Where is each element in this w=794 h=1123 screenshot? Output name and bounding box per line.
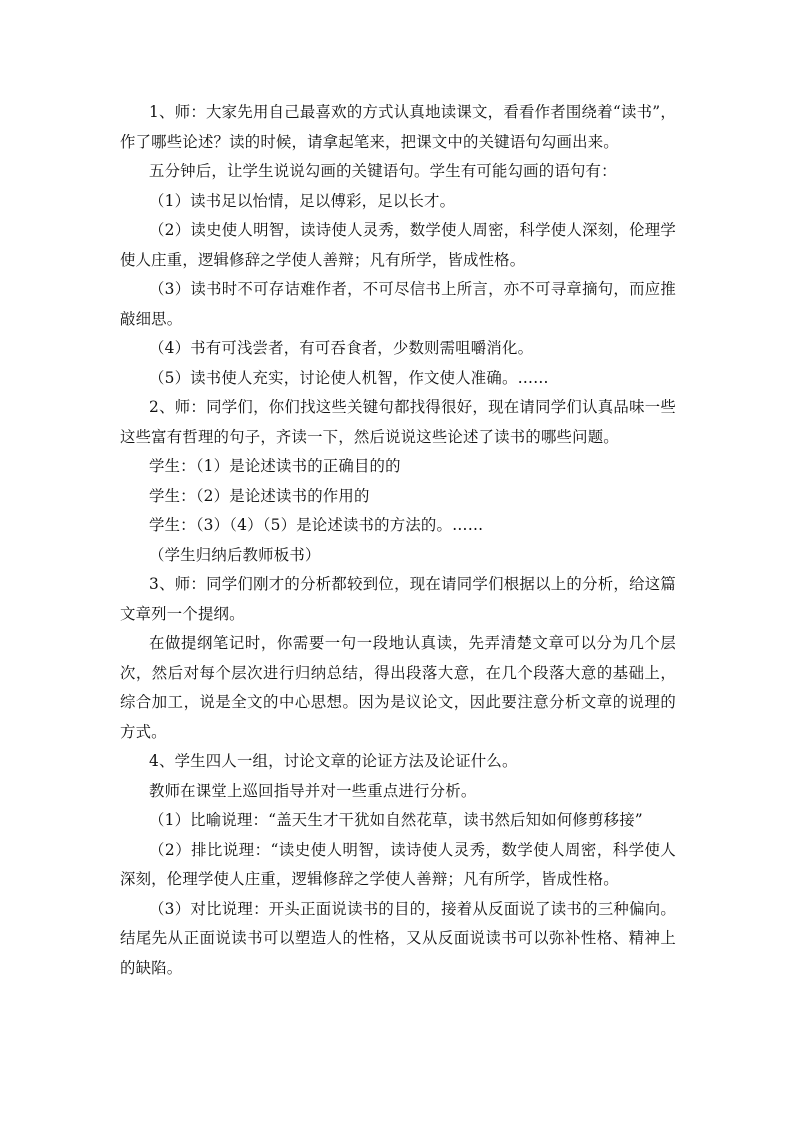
paragraph-12: （学生归纳后教师板书）: [149, 545, 321, 564]
paragraph-3: （1）读书足以怡情，足以傅彩，足以长才。: [149, 191, 456, 210]
paragraph-17: （1）比喻说理：“盖天生才干犹如自然花草，读书然后知如何修剪移接”: [149, 811, 643, 829]
paragraph-8: 2、师：同学们，你们找这些关键句都找得很好，现在请同学们认真品味一些这些富有哲理的句子，齐读一下，然后说说这些论述了读书的哪些问题。: [120, 398, 676, 446]
paragraph-13: 3、师：同学们刚才的分析都较到位，现在请同学们根据以上的分析，给这篇文章列一个提纲。: [120, 575, 676, 623]
paragraph-9: 学生：（1）是论述读书的正确目的的: [149, 457, 401, 475]
paragraph-18: （2）排比说理：“读史使人明智，读诗使人灵秀，数学使人周密，科学使人深刻，伦理学使人庄重，逻辑修辞之学使人善辩；凡有所学，皆成性格。: [120, 840, 676, 888]
paragraph-14: 在做提纲笔记时，你需要一句一段地认真读，先弄清楚文章可以分为几个层次，然后对每个层次进行归纳总结，得出段落大意，在几个段落大意的基础上，综合加工，说是全文的中心思想。因为是议论文，因此要注意分析文章的说理的方式。: [120, 634, 676, 741]
paragraph-5: （3）读书时不可存诘难作者，不可尽信书上所言，亦不可寻章摘句，而应推敲细思。: [120, 280, 676, 328]
paragraph-7: （5）读书使人充实，讨论使人机智，作文使人准确。……: [149, 368, 549, 387]
paragraph-1: 1、师：大家先用自己最喜欢的方式认真地读课文，看看作者围绕着“读书”，作了哪些论述？读的时候，请拿起笔来，把课文中的关键语句勾画出来。: [120, 103, 676, 151]
document-body: [120, 98, 676, 983]
paragraph-19: （3）对比说理：开头正面说读书的目的，接着从反面说了读书的三种偏向。结尾先从正面说读书可以塑造人的性格，又从反面说读书可以弥补性格、精神上的缺陷。: [120, 899, 676, 977]
paragraph-10: 学生：（2）是论述读书的作用的: [149, 486, 370, 505]
paragraph-16: 教师在课堂上巡回指导并对一些重点进行分析。: [149, 781, 477, 800]
paragraph-6: （4）书有可浅尝者，有可吞食者，少数则需咀嚼消化。: [149, 339, 534, 357]
paragraph-15: 4、学生四人一组，讨论文章的论证方法及论证什么。: [149, 752, 518, 770]
paragraph-11: 学生：（3）（4）（5）是论述读书的方法的。……: [149, 516, 484, 534]
paragraph-4: （2）读史使人明智，读诗使人灵秀，数学使人周密，科学使人深刻，伦理学使人庄重，逻辑修辞之学使人善辩；凡有所学，皆成性格。: [120, 221, 676, 269]
paragraph-2: 五分钟后，让学生说说勾画的关键语句。学生有可能勾画的语句有：: [149, 162, 617, 180]
